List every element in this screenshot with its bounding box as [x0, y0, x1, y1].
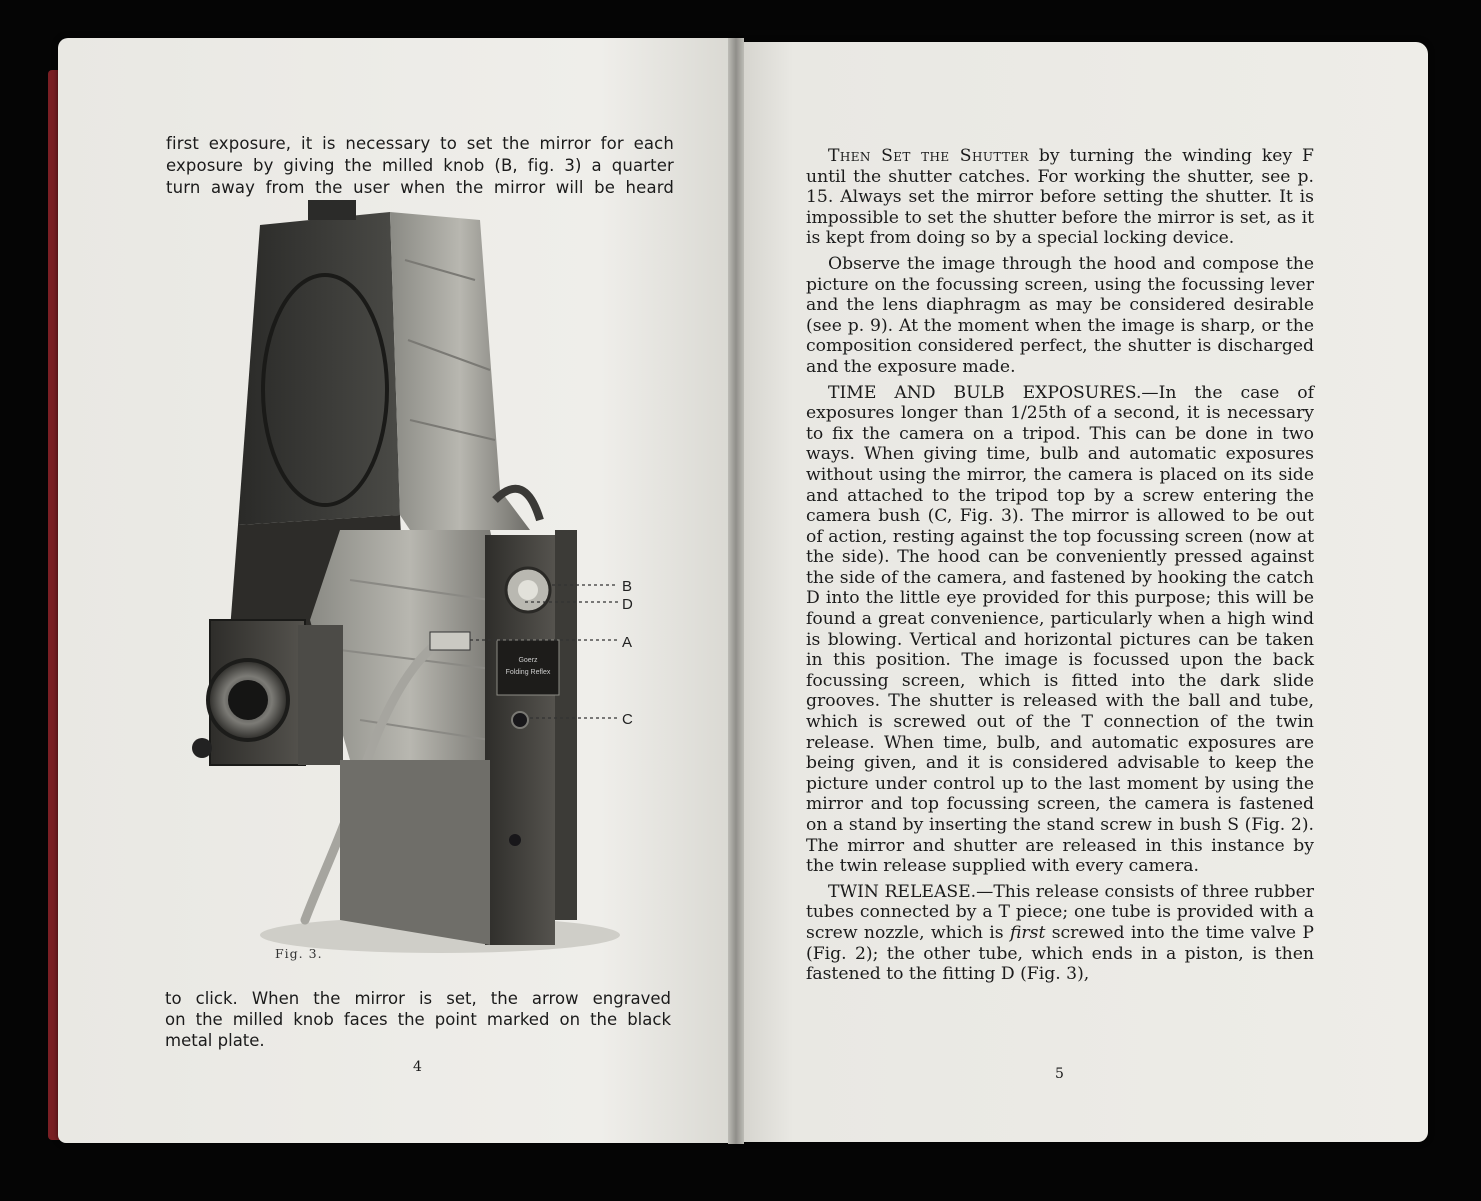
paragraph-shutter [806, 146, 1314, 249]
paragraph-lead: Then Set the Shutter [828, 146, 1029, 166]
right-page-text [806, 146, 1314, 990]
plate-text-line-1: Goerz [518, 657, 538, 664]
plate-text-line-2: Folding Reflex [505, 669, 551, 676]
page-number-left: 4 [413, 1059, 422, 1075]
camera-illustration [190, 200, 650, 960]
text-line: on the milled knob faces the point marked on the black [165, 1010, 671, 1029]
paragraph-emphasis: first [1009, 922, 1046, 943]
paragraph-lead: TWIN RELEASE. [828, 881, 977, 902]
figure-label-d: D [622, 596, 633, 613]
figure-label-a: A [622, 634, 633, 651]
paragraph-observe: Observe the image through the hood and compose the picture on the focussing screen, using the focussing lever and the lens diaphragm as may be considered desirable (see p. 9). At the moment when the image is sharp, or the composition considered perfect, the shutter is discharged and the exposure made. [806, 253, 1314, 377]
left-page-bottom-text [165, 988, 671, 1051]
paragraph-time-bulb [806, 383, 1314, 877]
left-page-top-text [166, 133, 674, 199]
paragraph-lead: TIME AND BULB EXPOSURES. [828, 382, 1142, 403]
page-number-right: 5 [1055, 1066, 1064, 1082]
text-line: to click. When the mirror is set, the arrow engraved [165, 989, 671, 1008]
text-line: turn away from the user when the mirror will be heard [166, 178, 674, 197]
text-line: exposure by giving the milled knob (B, fig. 3) a quarter [166, 156, 674, 175]
text-line: first exposure, it is necessary to set the mirror for each [166, 134, 674, 153]
paragraph-body: by turning the winding key F until the shutter catches. For working the shutter, see p. 15. Always set the mirror before setting the shutter. It is impossible to set the shutter before the mirror is set, as it is kept from doing so by a special locking device. [806, 146, 1314, 249]
figure-label-c: C [622, 711, 633, 728]
book-gutter [728, 38, 744, 1144]
text-line: metal plate. [165, 1031, 265, 1050]
figure-label-b: B [622, 578, 633, 595]
figure-caption: Fig. 3. [275, 946, 323, 961]
paragraph-body: —In the case of exposures longer than 1/25th of a second, it is necessary to fix the camera on a tripod. This can be done in two ways. When giving time, bulb and automatic exposures without using the mirror, the camera is placed on its side and attached to the tripod top by a screw entering the camera bush (C, Fig. 3). The mirror is allowed to be out of action, resting against the top focussing screen (now at the side). The hood can be conveniently pressed against the side of the camera, and fastened by hooking the catch D into the little eye provided for this purpose; this will be found a great convenience, particularly when a high wind is blowing. Vertical and horizontal pictures can be taken in this position. The image is focussed upon the back focussing screen, which is fitted into the dark slide grooves. The shutter is released with the ball and tube, which is screwed out of the T connection of the twin release. When time, bulb, and automatic exposures are being given, and it is considered advisable to keep the picture under control up to the last moment by using the mirror and top focussing screen, the camera is fastened on a stand by inserting the stand screw in bush S (Fig. 2). The mirror and shutter are released in this instance by the twin release supplied with every camera. [806, 382, 1314, 877]
paragraph-twin-release [806, 882, 1314, 985]
paragraph-body: —This release consists of three rubber tubes connected by a T piece; one tube is provided with a screw nozzle, which is [806, 881, 1314, 943]
paragraph-body: screwed into the time valve P (Fig. 2); the other tube, which ends in a piston, is then fastened to the fitting D (Fig. 3), [806, 922, 1314, 985]
